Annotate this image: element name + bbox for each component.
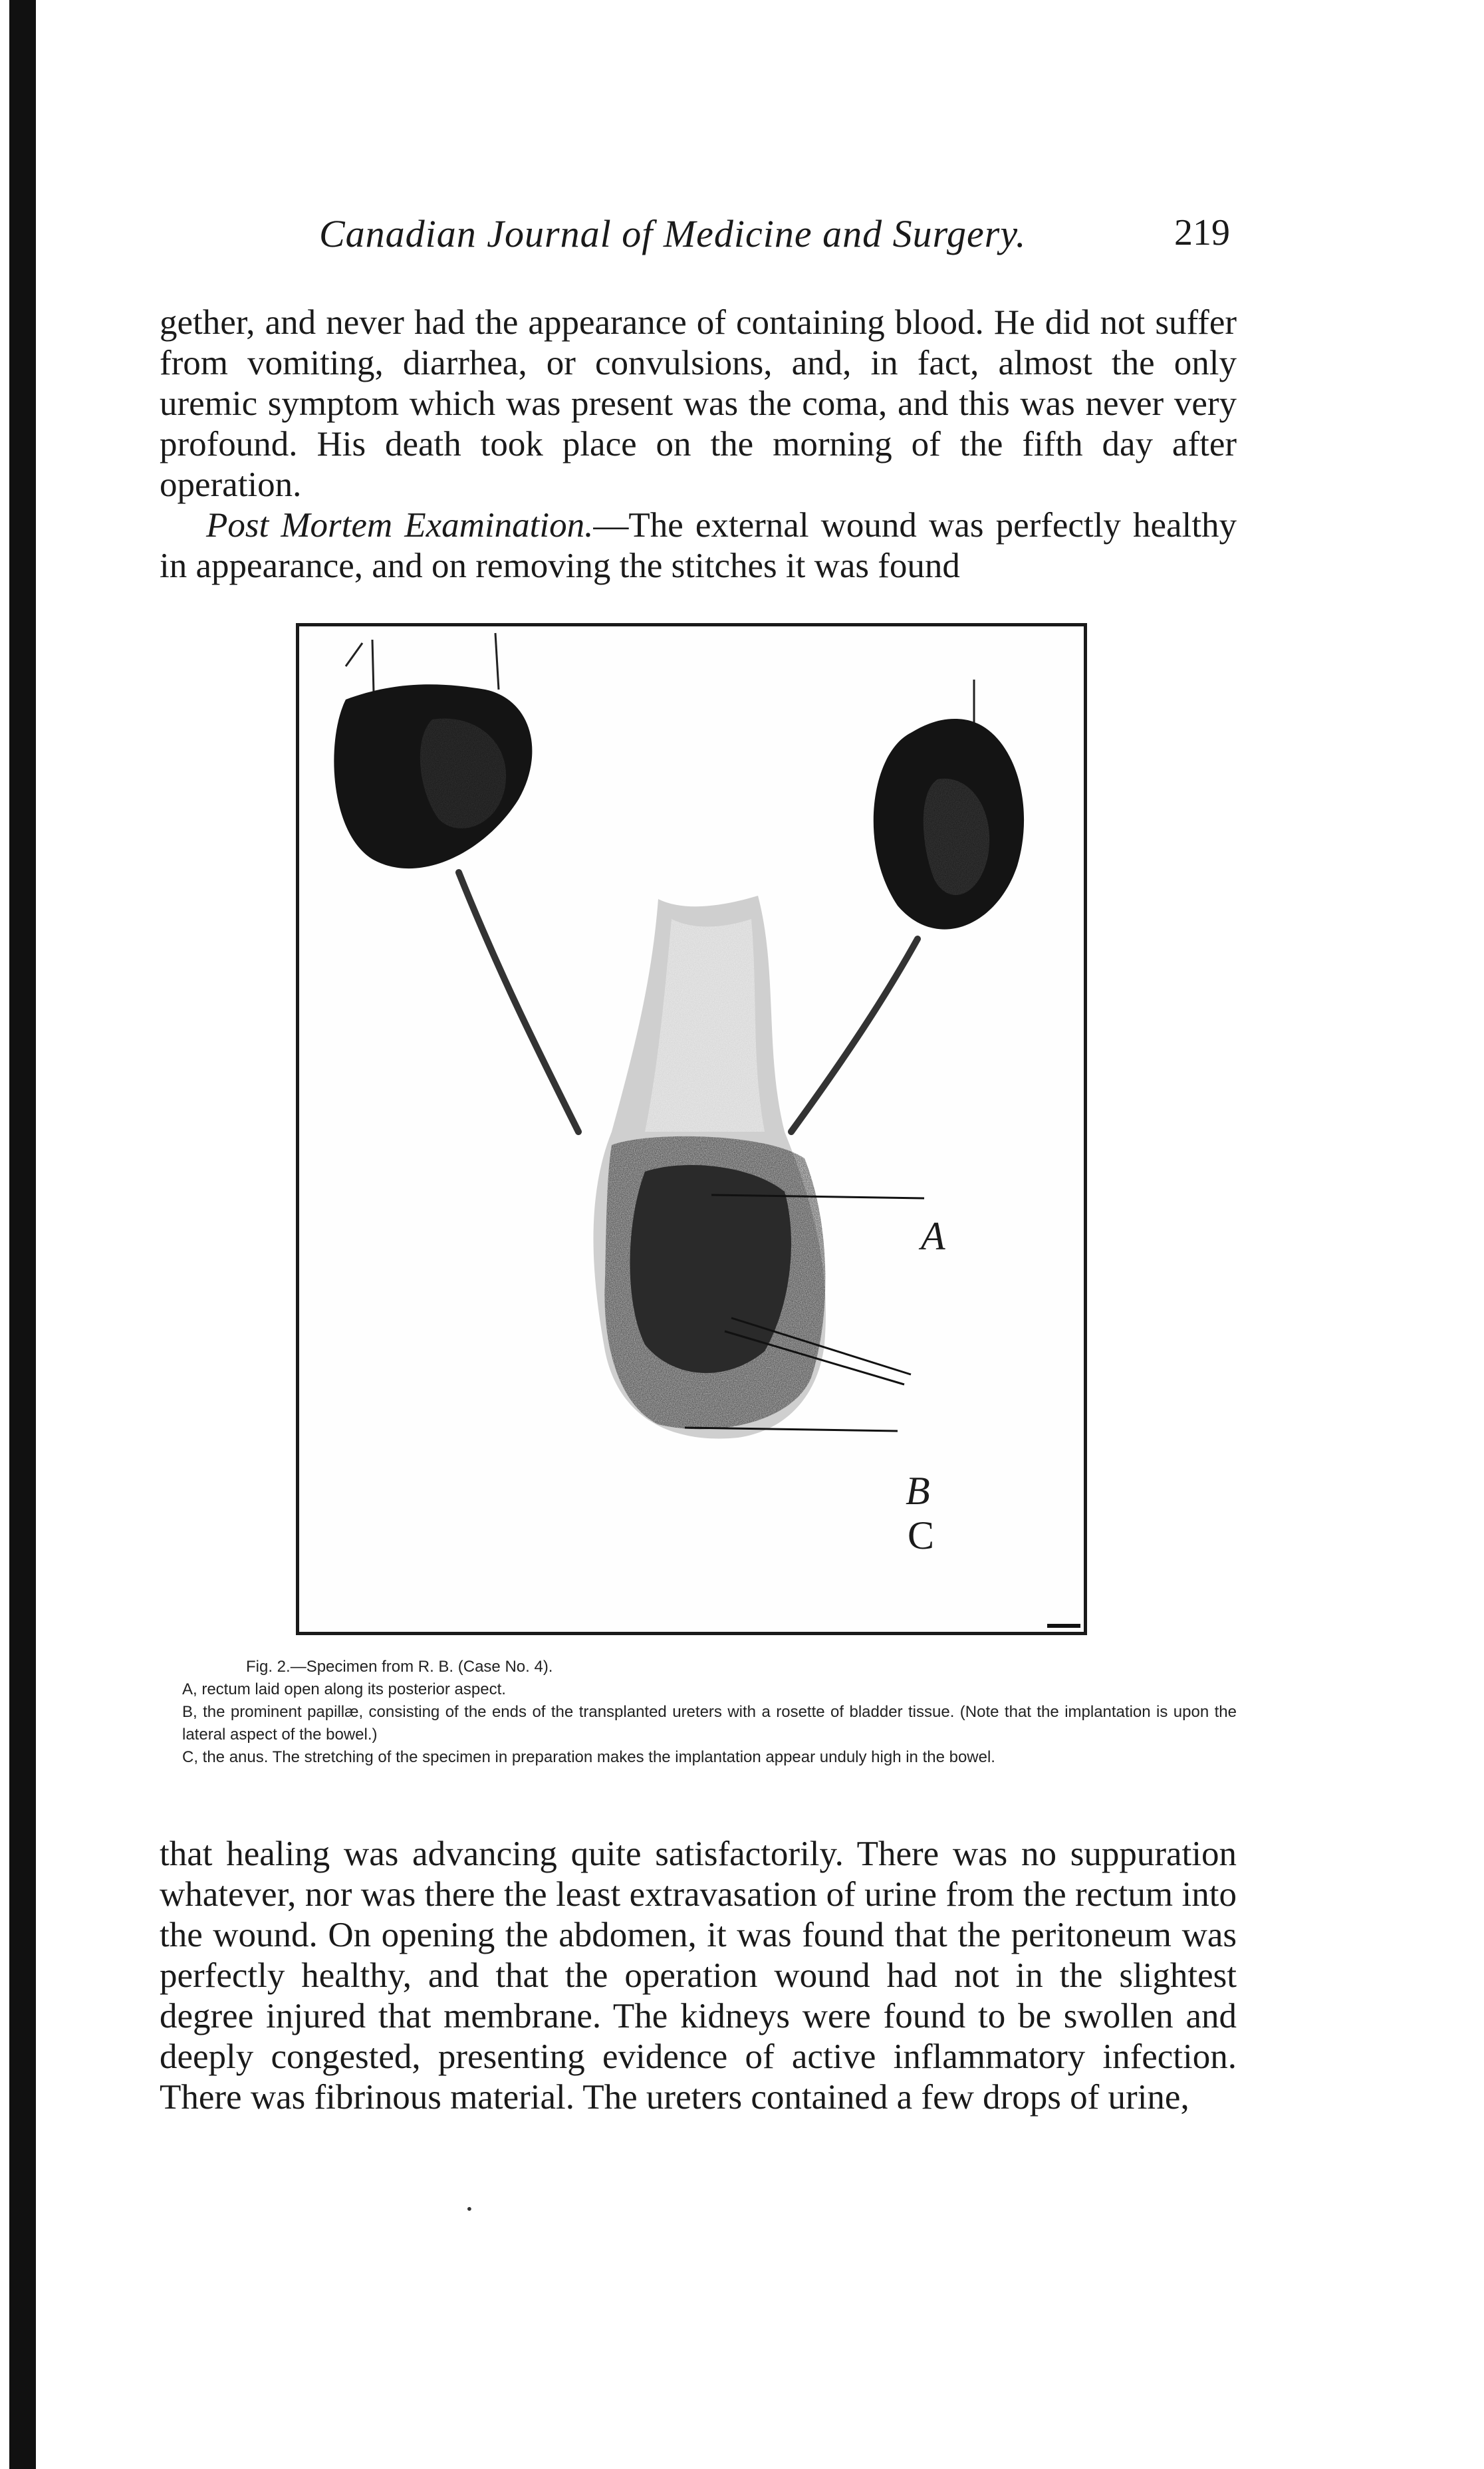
figure-caption — [160, 1656, 1237, 1769]
post-mortem-text: —The external wound was perfectly healthy in appearance, and on removing the stitches it was found — [160, 506, 1237, 585]
stray-mark: • — [465, 2201, 473, 2217]
caption-line-b: B, the prominent papillæ, consisting of the ends of the transplanted ureters with a rosette of bladder tissue. (Note that the implantation is upon the lateral aspect of the bowel.) — [182, 1703, 1237, 1744]
page-number: 219 — [1174, 212, 1230, 253]
right-kidney — [874, 719, 1024, 930]
label-a: A — [921, 1214, 945, 1258]
top-paragraphs — [160, 303, 1237, 586]
caption-line-a: A, rectum laid open along its posterior aspect. — [182, 1680, 506, 1698]
binding-edge — [0, 0, 39, 2469]
continued-paragraph: gether, and never had the appearance of containing blood. He did not suffer from vomiting, diarrhea, or convulsions, and, in fact, almost the only uremic symptom which was present was the coma, and this was never very profound. His death took place on the morning of the fifth day after operation. — [160, 303, 1237, 504]
label-c: C — [908, 1513, 935, 1557]
post-mortem-heading: Post Mortem Examination. — [206, 506, 594, 545]
caption-title: Fig. 2.—Specimen from R. B. (Case No. 4). — [246, 1658, 553, 1676]
running-head: Canadian Journal of Medicine and Surgery. — [319, 212, 1027, 255]
rectum-specimen — [594, 896, 826, 1438]
label-b: B — [906, 1469, 930, 1513]
frame-speck — [1047, 1624, 1080, 1628]
page-header — [166, 211, 1230, 265]
continuation-paragraph: that healing was advancing quite satisfactorily. There was no suppuration whatever, nor was there the least extravasation of urine from the rectum into the wound. On opening the abdomen, it was found that the peritoneum was perfectly healthy, and that the operation wound had not in the slightest degree injured that membrane. The kidneys were found to be swollen and deeply congested, presenting evidence of active inflammatory infection. There was fibrinous material. The ureters contained a few drops of urine, — [160, 1835, 1237, 2117]
caption-line-c: C, the anus. The stretching of the specimen in preparation makes the implantation appear unduly high in the bowel. — [182, 1748, 995, 1766]
specimen-illustration — [299, 626, 1084, 1632]
left-kidney — [334, 684, 532, 868]
specimen-figure — [296, 623, 1087, 1635]
